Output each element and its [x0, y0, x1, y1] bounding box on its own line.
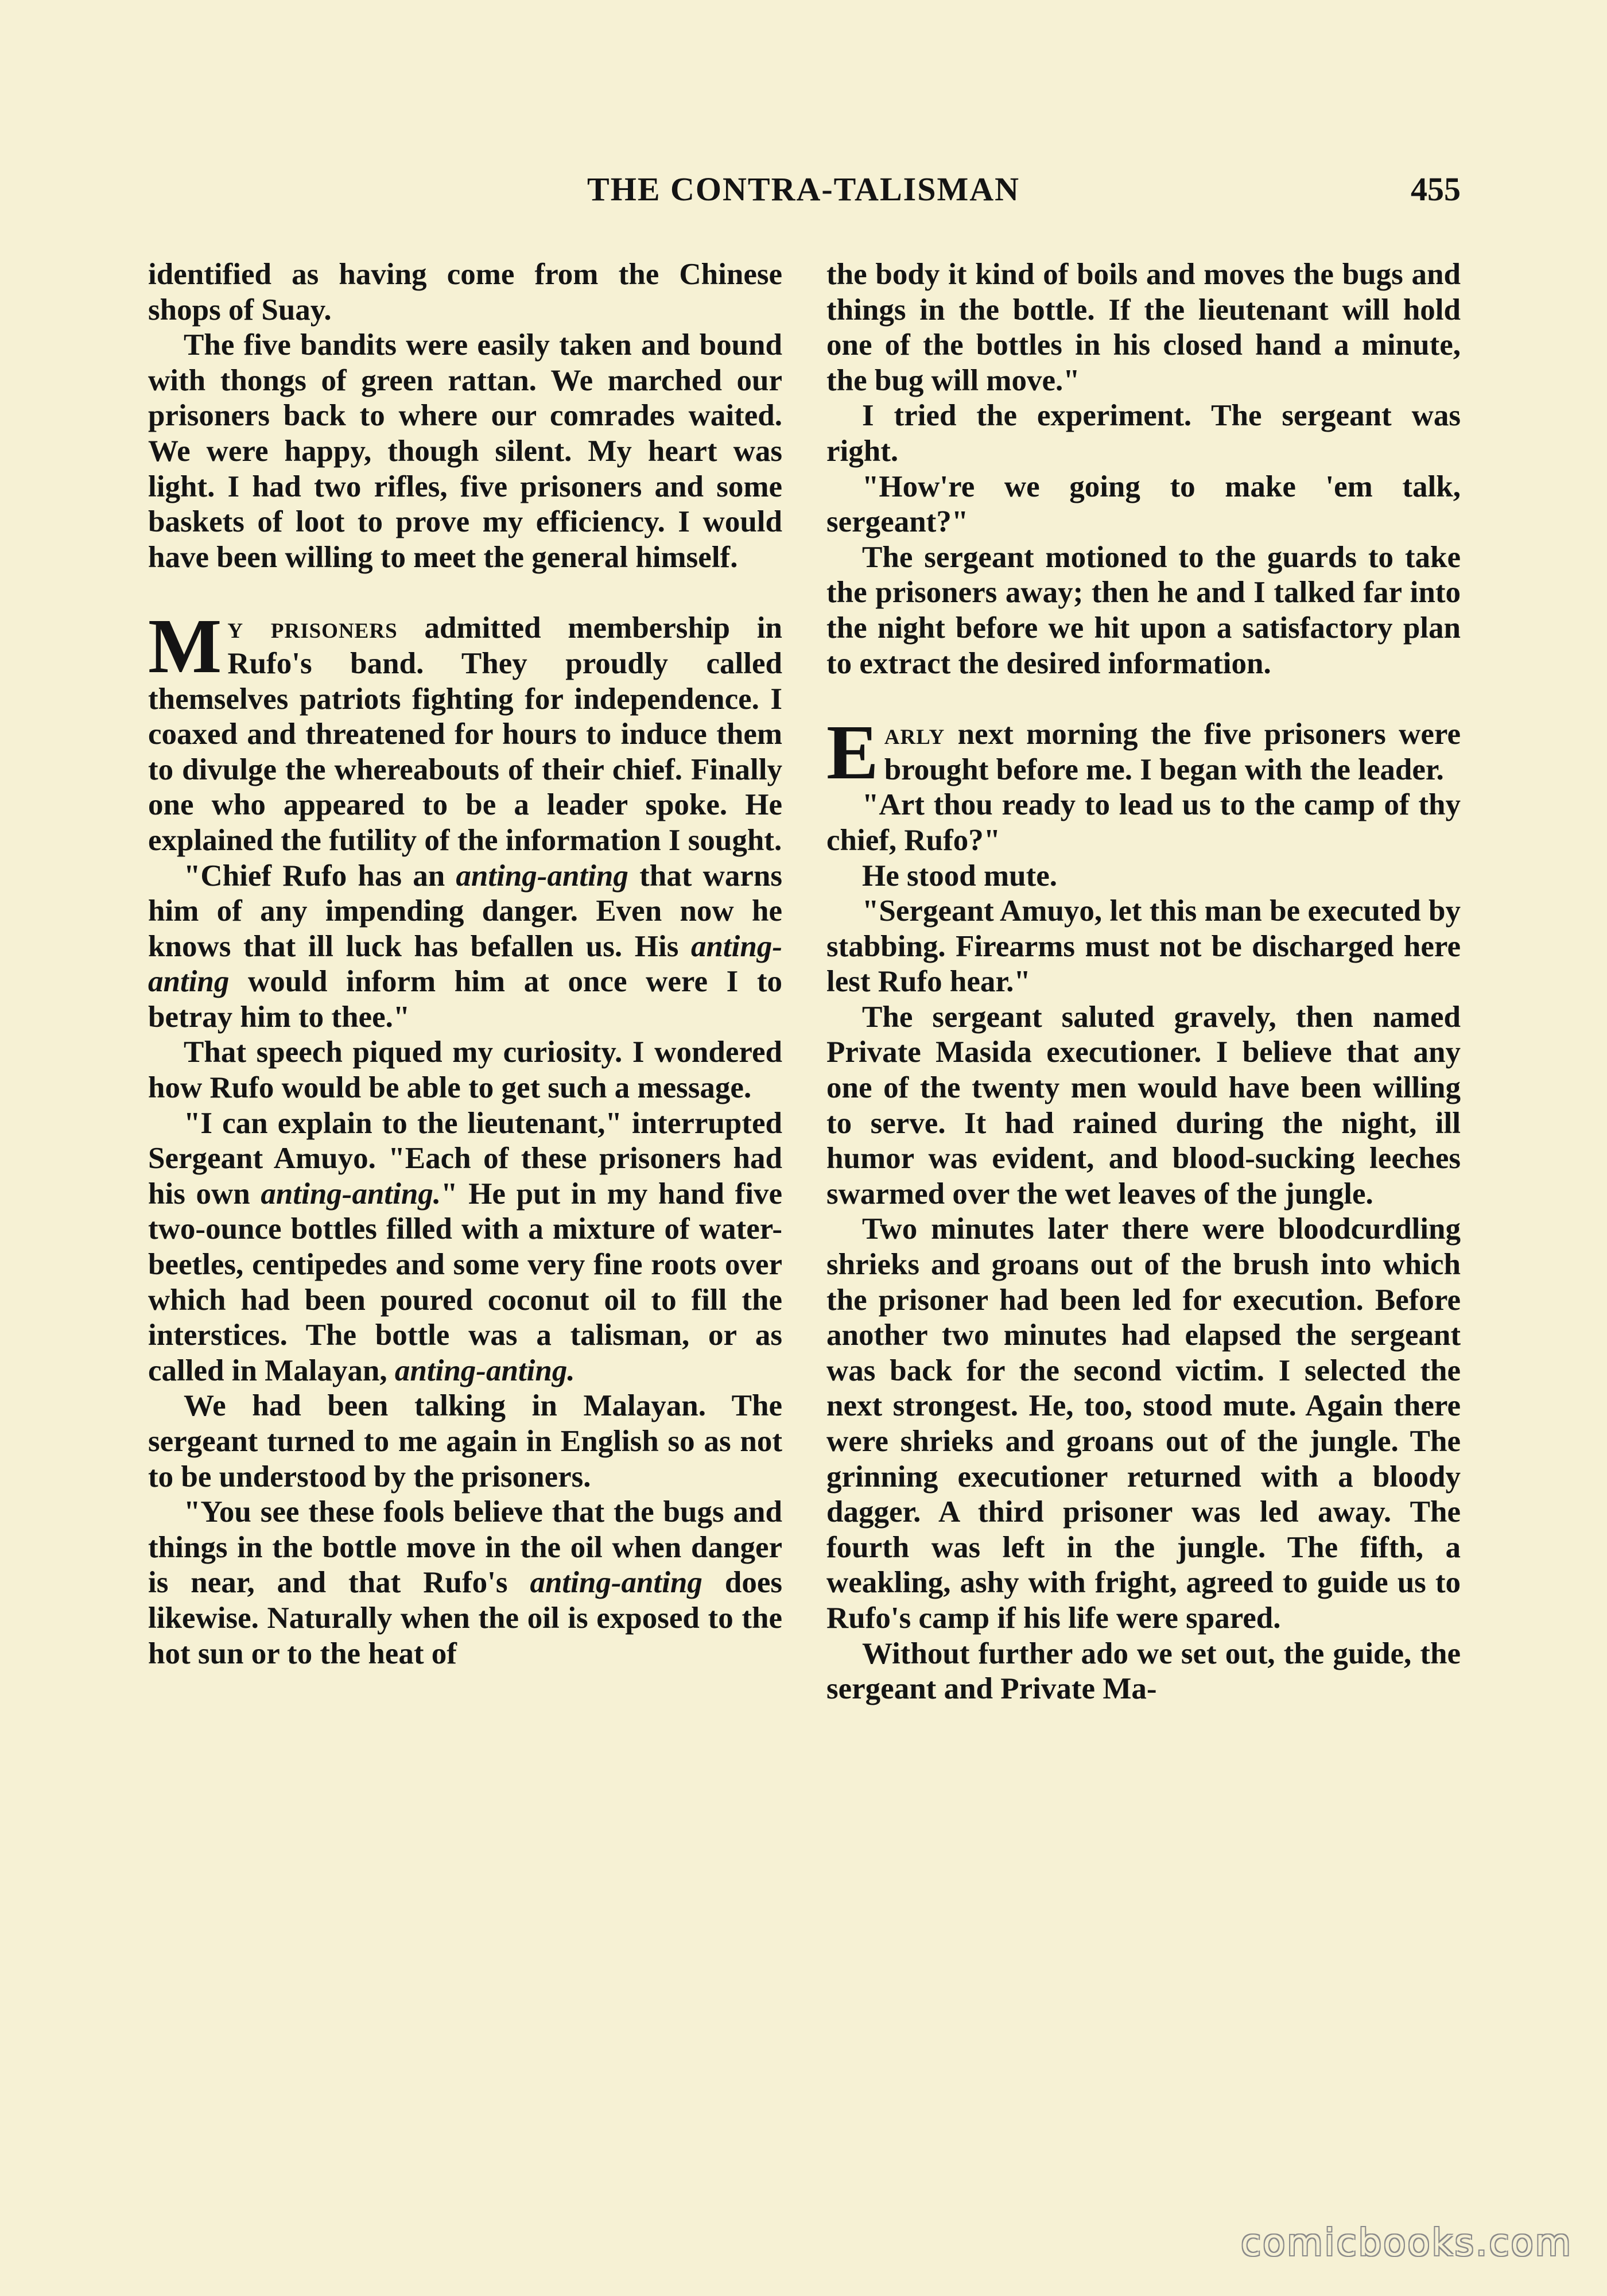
italic-term: anting-anting: [456, 859, 628, 893]
small-caps-lead: y prisoners: [227, 611, 398, 645]
paragraph: [148, 859, 782, 1035]
paragraph-text: admitted membership in Rufo's band. They proudly called themselves patriots fighting for independence. I coaxed and threatened for hours to induce them to divulge the whereabouts of their chief. Finally one who appeared to be a leader spoke. He explained the futility of the information I sought.: [148, 611, 782, 857]
site-watermark: comicbooks.com: [1240, 2222, 1573, 2264]
paragraph: identified as having come from the Chinese shops of Suay.: [148, 258, 782, 327]
paragraph: The sergeant saluted gravely, then named Private Masida executioner. I believe that any one of the twenty men would have been willing to serve. It had rained during the night, ill humor was evident, and blood-sucking leeches swarmed over the wet leaves of the jungle.: [826, 1000, 1461, 1211]
italic-term: anting-anting: [530, 1566, 702, 1600]
paragraph: "Art thou ready to lead us to the camp of thy chief, Rufo?": [826, 788, 1461, 857]
section-opening-paragraph: [826, 709, 1461, 796]
small-caps-lead: arly: [884, 718, 945, 751]
text-run: " He put in my hand five two-ounce bottles filled with a mixture of water-beetles, centipedes and some very fine roots over which had been poured coconut oil to fill the interstices. The bottle was a talisman, or as called in Malayan,: [148, 1177, 782, 1387]
italic-term: anting-anting.: [394, 1353, 575, 1387]
italic-term: anting-anting.: [261, 1177, 441, 1211]
text-run: that warns him of any impending danger. Even now he knows that ill luck has befallen us. His: [148, 859, 782, 963]
text-run: would inform him at once were I to betray him to thee.": [148, 965, 782, 1034]
paragraph-text: next morning the five prisoners were brought before me. I began with the leader.: [884, 718, 1461, 786]
text-run: "You see these fools believe that the bugs and things in the bottle move in the oil when danger is near, and that Rufo's: [148, 1495, 782, 1600]
drop-cap: M: [148, 603, 222, 690]
drop-cap: E: [826, 709, 879, 796]
paragraph: the body it kind of boils and moves the bugs and things in the bottle. If the lieutenant will hold one of the bottles in his closed hand a minute, the bug will move.": [826, 258, 1461, 397]
paragraph: Two minutes later there were bloodcurdling shrieks and groans out of the brush into which the prisoner had been led for execution. Before another two minutes had elapsed the sergeant was back for the second victim. I selected the next strongest. He, too, stood mute. Again there were shrieks and groans out of the jungle. The grinning executioner returned with a bloody dagger. A third prisoner was led away. The fourth was left in the jungle. The fifth, a weakling, ashy with fright, agreed to guide us to Rufo's camp if his life were spared.: [826, 1212, 1461, 1635]
paragraph: The sergeant motioned to the guards to take the prisoners away; then he and I talked far into the night before we hit upon a satisfactory plan to extract the desired information.: [826, 540, 1461, 680]
paragraph: That speech piqued my curiosity. I wondered how Rufo would be able to get such a message.: [148, 1035, 782, 1105]
text-run: "I can explain to the lieutenant," interrupted Sergeant Amuyo. "Each of these prisoners had his own: [148, 1106, 782, 1211]
left-column: [148, 257, 782, 1671]
section-opening-paragraph: [148, 603, 782, 858]
paragraph: "Sergeant Amuyo, let this man be executed by stabbing. Firearms must not be discharged here lest Rufo hear.": [826, 894, 1461, 999]
running-title: THE CONTRA-TALISMAN: [587, 170, 1020, 208]
text-run: "Chief Rufo has an: [184, 859, 456, 893]
page-number: 455: [1411, 170, 1461, 208]
paragraph: The five bandits were easily taken and bound with thongs of green rattan. We marched our prisoners back to where our comrades waited. We were happy, though silent. My heart was light. I had two rifles, five prisoners and some baskets of loot to prove my efficiency. I would have been willing to meet the general himself.: [148, 328, 782, 574]
right-column: [826, 257, 1461, 1707]
paragraph: Without further ado we set out, the guide, the sergeant and Private Ma-: [826, 1636, 1461, 1706]
page-header: [146, 170, 1461, 216]
italic-term: anting-anting: [148, 929, 782, 999]
paragraph: I tried the experiment. The sergeant was right.: [826, 399, 1461, 468]
paragraph: He stood mute.: [862, 859, 1058, 893]
paragraph: [148, 1106, 782, 1389]
paragraph: [148, 1495, 782, 1671]
paragraph: "How're we going to make 'em talk, sergeant?": [826, 470, 1461, 539]
text-run: does likewise. Naturally when the oil is exposed to the hot sun or to the heat of: [148, 1566, 782, 1670]
paragraph: We had been talking in Malayan. The sergeant turned to me again in English so as not to be understood by the prisoners.: [148, 1389, 782, 1494]
